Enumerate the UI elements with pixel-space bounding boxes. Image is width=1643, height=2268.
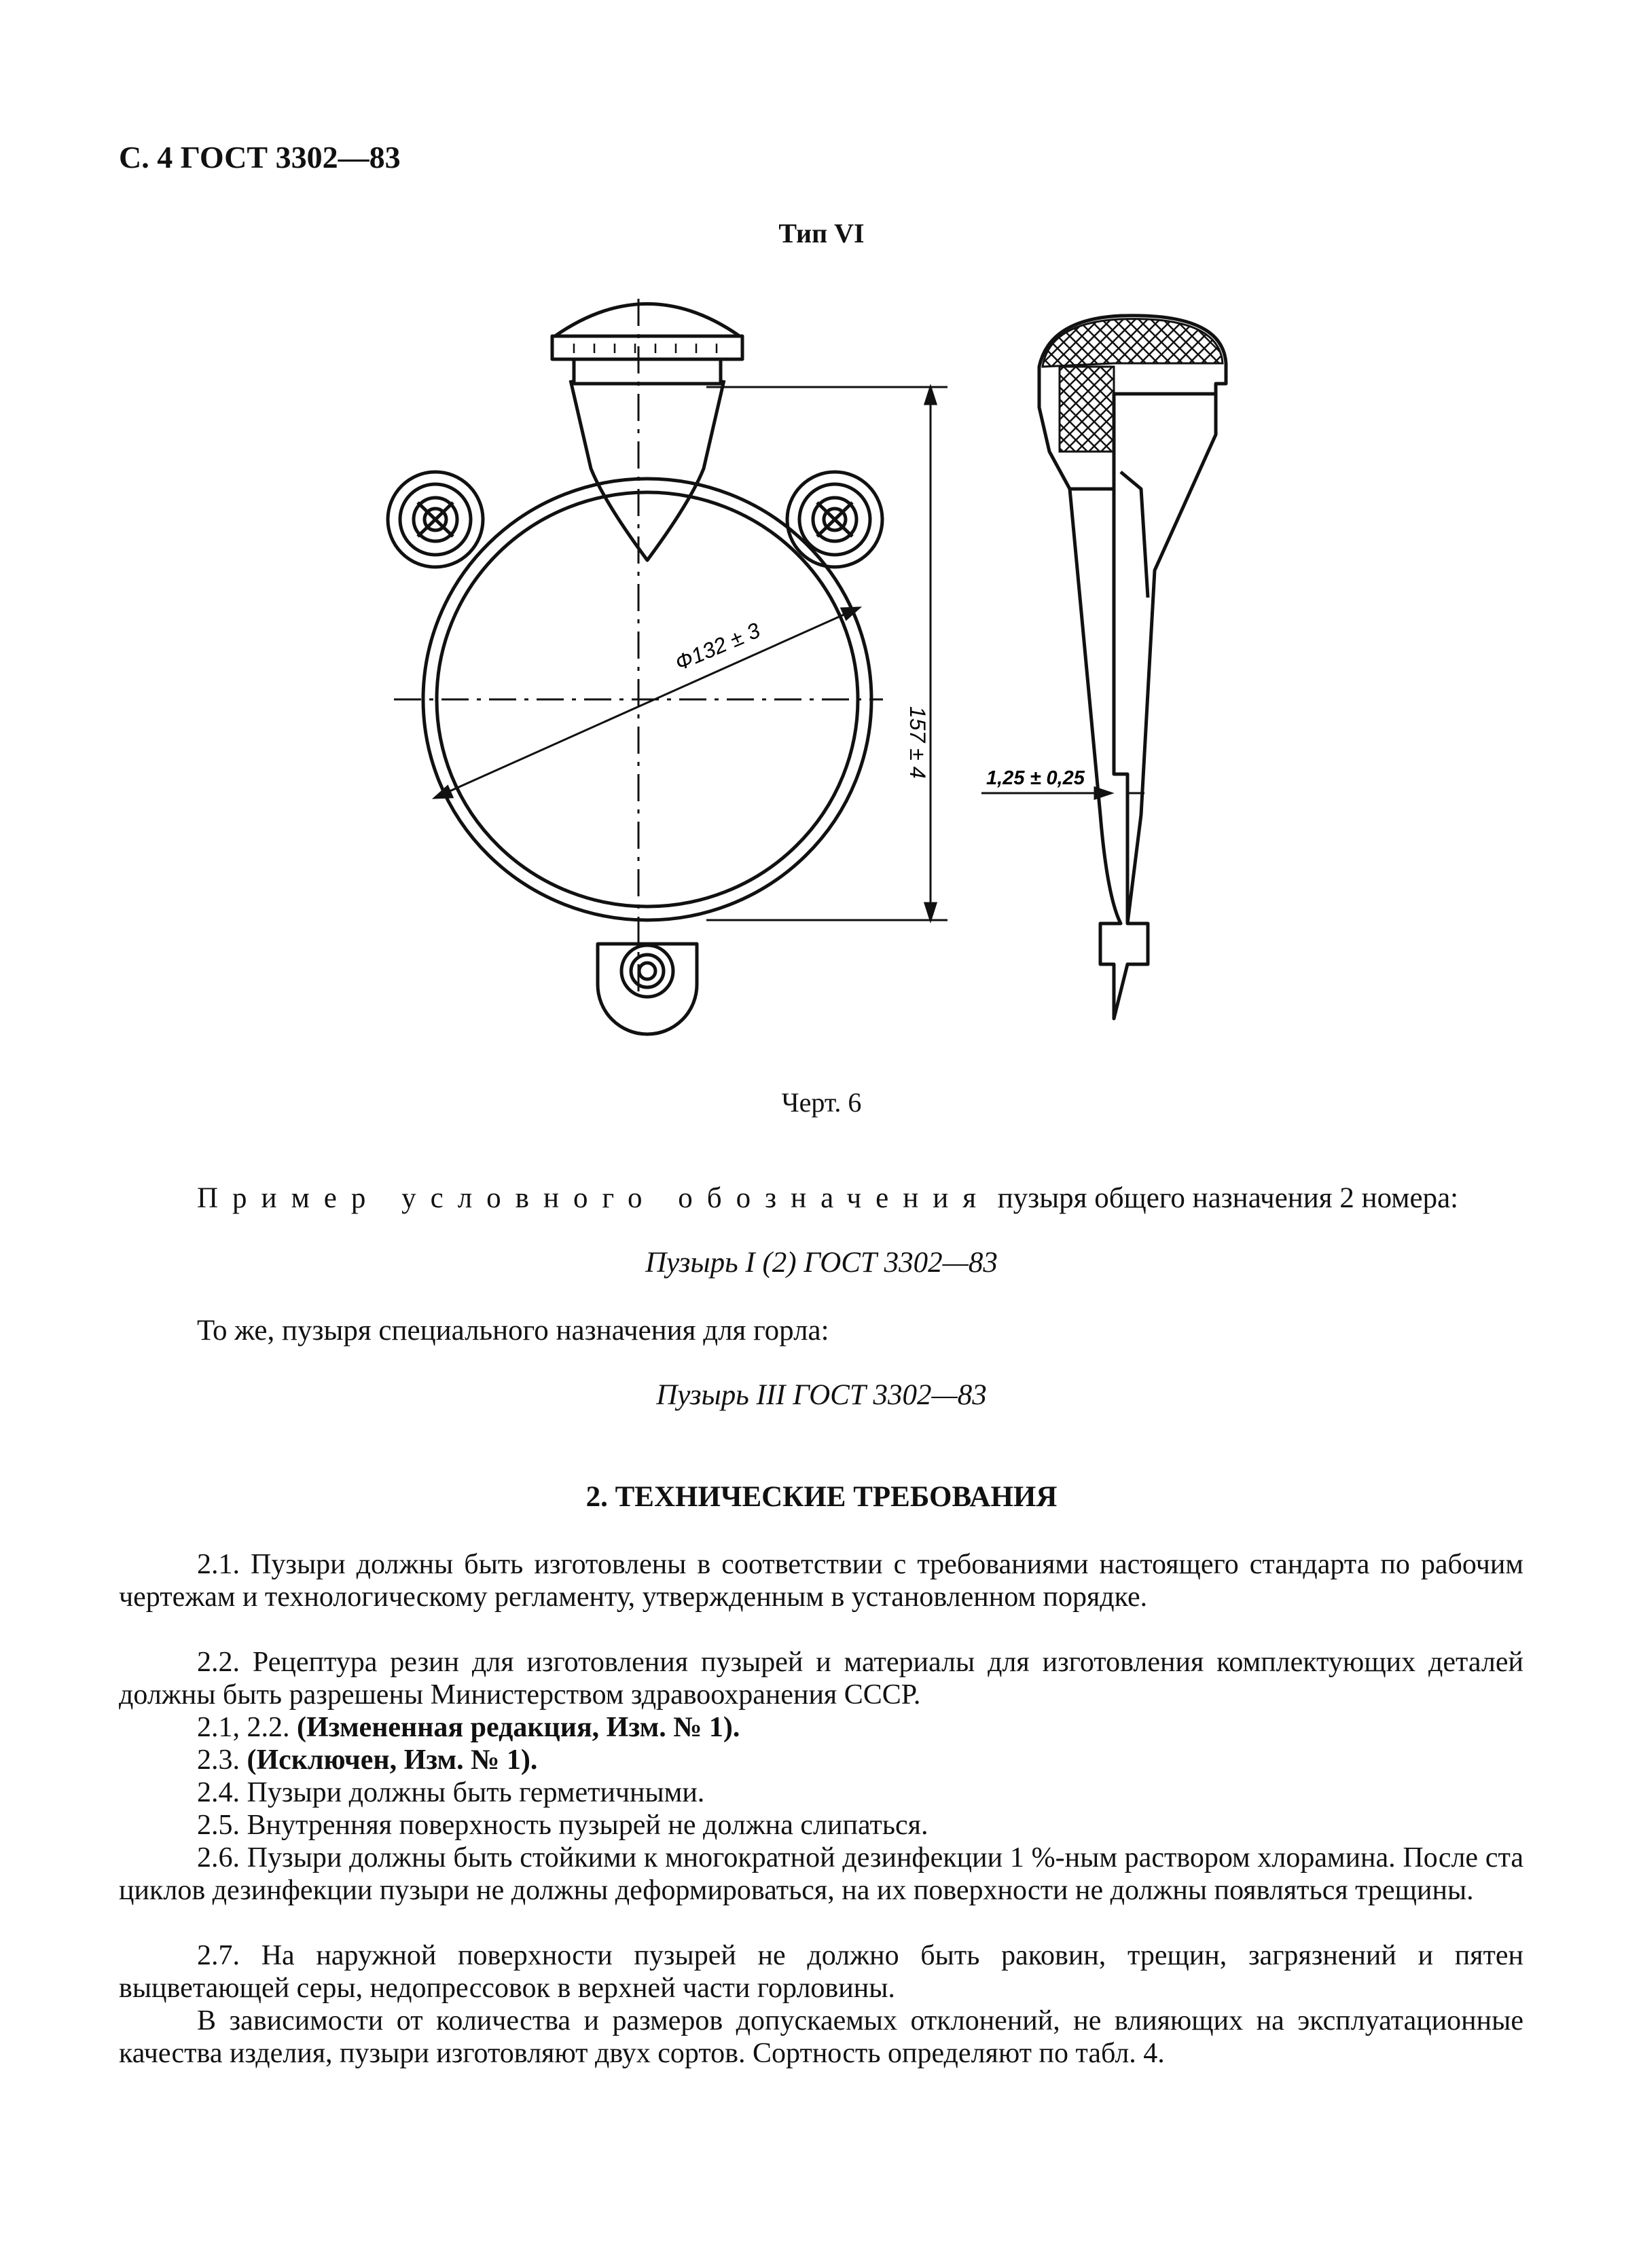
example-intro [197, 1182, 1458, 1215]
technical-drawing [0, 272, 1643, 1073]
designation-1: Пузырь I (2) ГОСТ 3302—83 [645, 1247, 998, 1279]
front-view [388, 304, 907, 1035]
centerlines [394, 299, 883, 991]
height-dimension-label: 157 ± 4 [905, 706, 930, 779]
paragraph-2-6: 2.6. Пузыри должны быть стойкими к многократной дезинфекции 1 %-ным раствором хлорамина. После ста циклов дезинфекции пузыри не должны деформироваться, на их поверхности не должны появляться трещины. [119, 1842, 1523, 1906]
diameter-dimension-label: Ф132 ± 3 [671, 617, 764, 676]
paragraph-amendment [119, 1711, 1523, 1744]
paragraph-2-2: 2.2. Рецептура резин для изготовления пузырей и материалы для изготовления комплектующих деталей должны быть разрешены Министерством здравоохранения СССР. [119, 1647, 1523, 1711]
neck-hatching [1060, 367, 1114, 452]
amendment-prefix: 2.1, 2.2. [197, 1712, 290, 1743]
figure-caption: Черт. 6 [781, 1087, 862, 1118]
section-title: 2. ТЕХНИЧЕСКИЕ ТРЕБОВАНИЯ [585, 1481, 1058, 1513]
example-same-text: То же, пузыря специального назначения для горла: [197, 1315, 829, 1347]
paragraph-2-1: 2.1. Пузыри должны быть изготовлены в соответствии с требованиями настоящего стандарта по рабочим чертежам и технологическому регламенту, утвержденным в установленном порядке. [119, 1549, 1523, 1613]
paragraph-2-3 [119, 1744, 1523, 1776]
designation-2: Пузырь III ГОСТ 3302—83 [656, 1379, 987, 1411]
example-lead-rest: пузыря общего назначения 2 номера: [997, 1182, 1459, 1214]
thickness-dimension [981, 788, 1144, 799]
paragraph-2-3-note: (Исключен, Изм. № 1). [247, 1744, 538, 1776]
paragraph-grades: В зависимости от количества и размеров допускаемых отклонений, не влияющих на эксплуатационные качества изделия, пузыри изготовляют двух сортов. Сортность определяют по табл. 4. [119, 2005, 1523, 2069]
front-view-hatching [574, 344, 717, 353]
figure-type-label: Тип VI [778, 218, 865, 249]
thickness-dimension-label: 1,25 ± 0,25 [986, 767, 1085, 789]
paragraph-2-3-prefix: 2.3. [197, 1744, 240, 1776]
page-header: С. 4 ГОСТ 3302—83 [119, 140, 401, 175]
example-lead-spaced: Пример условного обозначения [197, 1182, 991, 1214]
paragraph-2-5: 2.5. Внутренняя поверхность пузырей не должна слипаться. [197, 1810, 928, 1841]
paragraph-2-7: 2.7. На наружной поверхности пузырей не должно быть раковин, трещин, загрязнений и пятен выцветающей серы, недопрессовок в верхней части горловины. [119, 1940, 1523, 2004]
amendment-note: (Измененная редакция, Изм. № 1). [297, 1712, 740, 1743]
paragraph-2-4: 2.4. Пузыри должны быть герметичными. [197, 1777, 705, 1808]
